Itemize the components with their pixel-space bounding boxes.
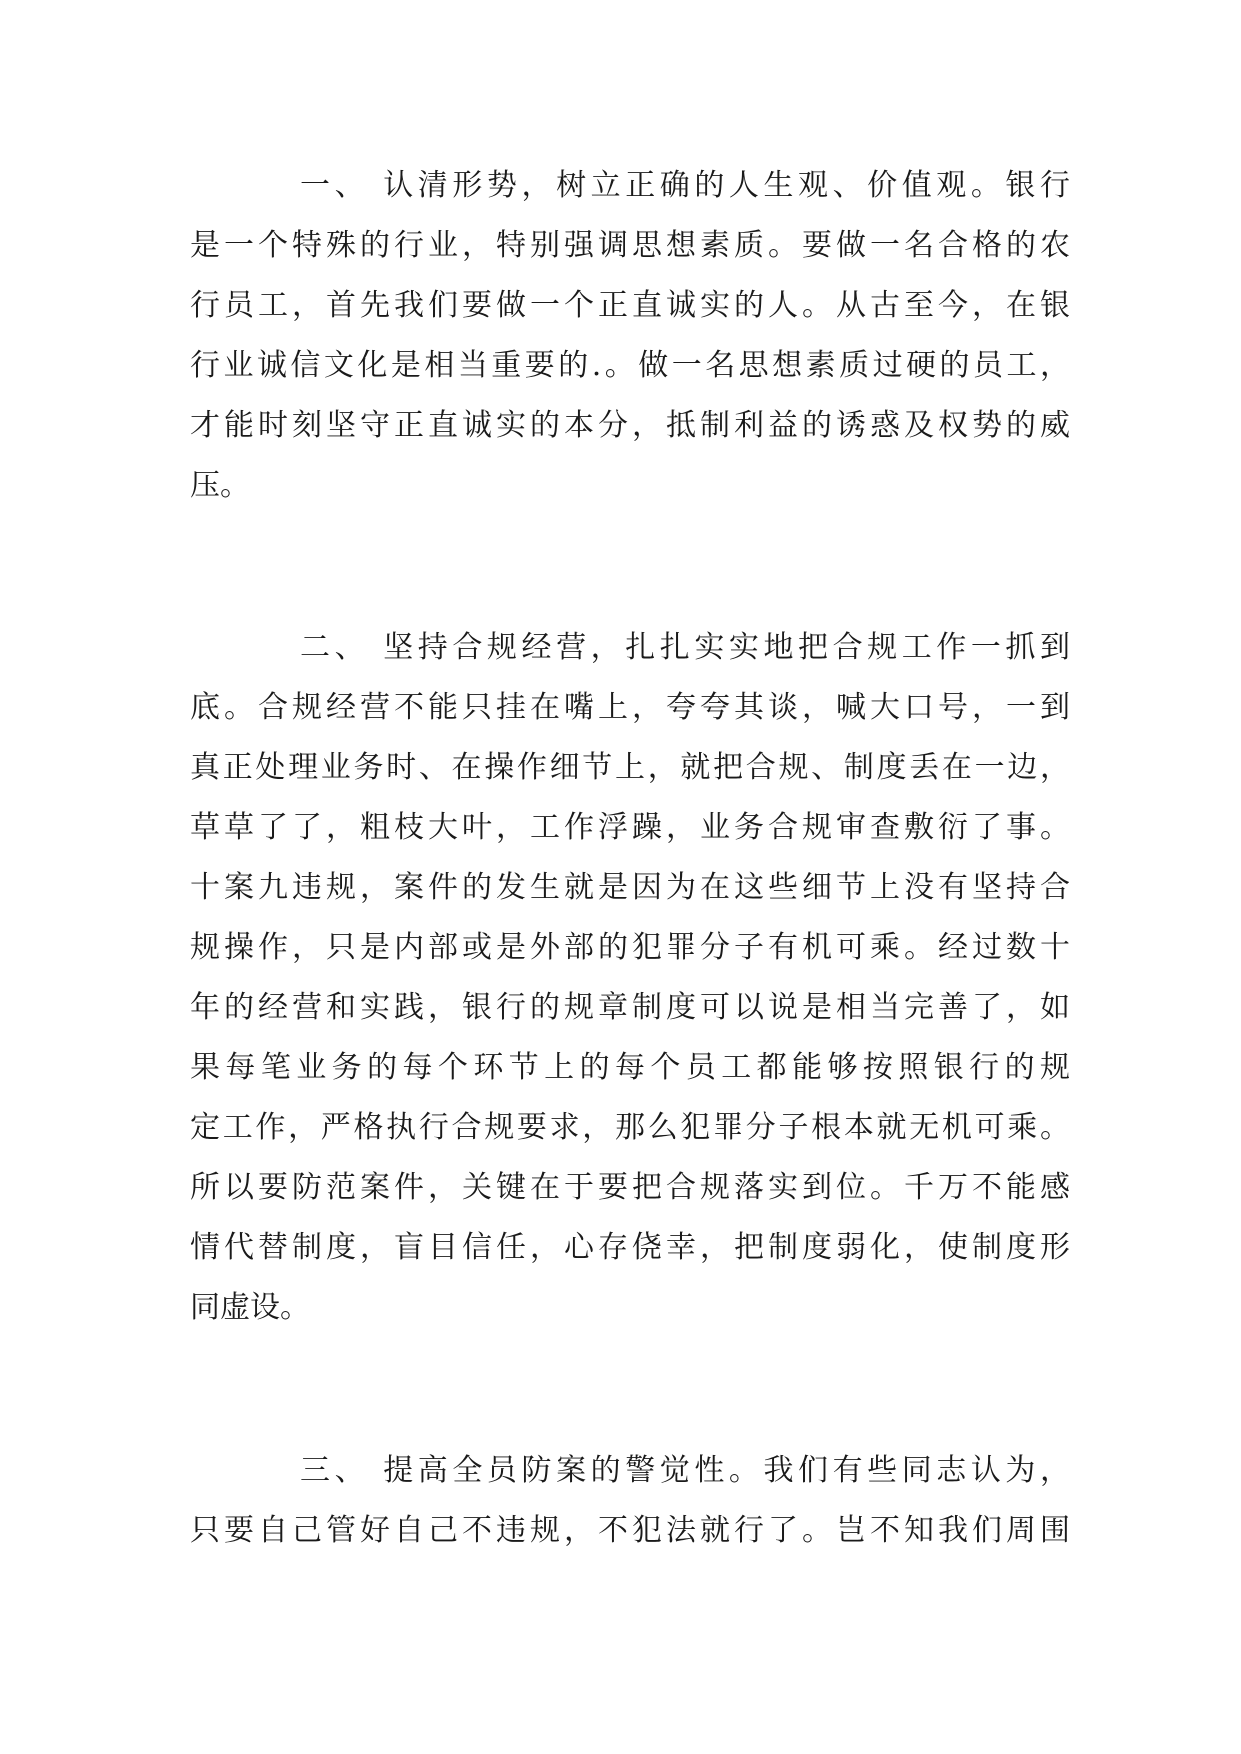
paragraph-2 [190,618,1070,1338]
text-line: 定工作，严格执行合规要求，那么犯罪分子根本就无机可乘。 [190,1110,1070,1145]
text-line: 十案九违规，案件的发生就是因为在这些细节上没有坚持合 [190,870,1070,905]
text-line: 底。合规经营不能只挂在嘴上，夸夸其谈，喊大口号，一到 [190,690,1070,725]
text-line: 行员工，首先我们要做一个正直诚实的人。从古至今，在银 [190,288,1070,323]
text-line: 所以要防范案件，关键在于要把合规落实到位。千万不能感 [190,1170,1070,1205]
text-line: 同虚设。 [190,1290,310,1325]
text-line: 三、 提高全员防案的警觉性。我们有些同志认为， [300,1453,1070,1488]
text-line: 草草了了，粗枝大叶，工作浮躁，业务合规审查敷衍了事。 [190,810,1070,845]
text-line: 压。 [190,468,250,503]
text-line: 二、 坚持合规经营，扎扎实实地把合规工作一抓到 [300,630,1070,665]
text-line: 才能时刻坚守正直诚实的本分，抵制利益的诱惑及权势的威 [190,408,1070,443]
text-line: 是一个特殊的行业，特别强调思想素质。要做一名合格的农 [190,228,1070,263]
paragraph-3 [190,1441,1070,1561]
text-line: 真正处理业务时、在操作细节上，就把合规、制度丢在一边， [190,750,1070,785]
text-line: 一、 认清形势，树立正确的人生观、价值观。银行 [300,168,1070,203]
text-line: 规操作，只是内部或是外部的犯罪分子有机可乘。经过数十 [190,930,1070,965]
paragraph-1 [190,156,1070,516]
text-line: 年的经营和实践，银行的规章制度可以说是相当完善了，如 [190,990,1070,1025]
text-line: 只要自己管好自己不违规，不犯法就行了。岂不知我们周围 [190,1513,1070,1548]
text-line: 情代替制度，盲目信任，心存侥幸，把制度弱化，使制度形 [190,1230,1070,1265]
text-line: 行业诚信文化是相当重要的.。做一名思想素质过硬的员工， [190,348,1070,383]
text-line: 果每笔业务的每个环节上的每个员工都能够按照银行的规 [190,1050,1070,1085]
